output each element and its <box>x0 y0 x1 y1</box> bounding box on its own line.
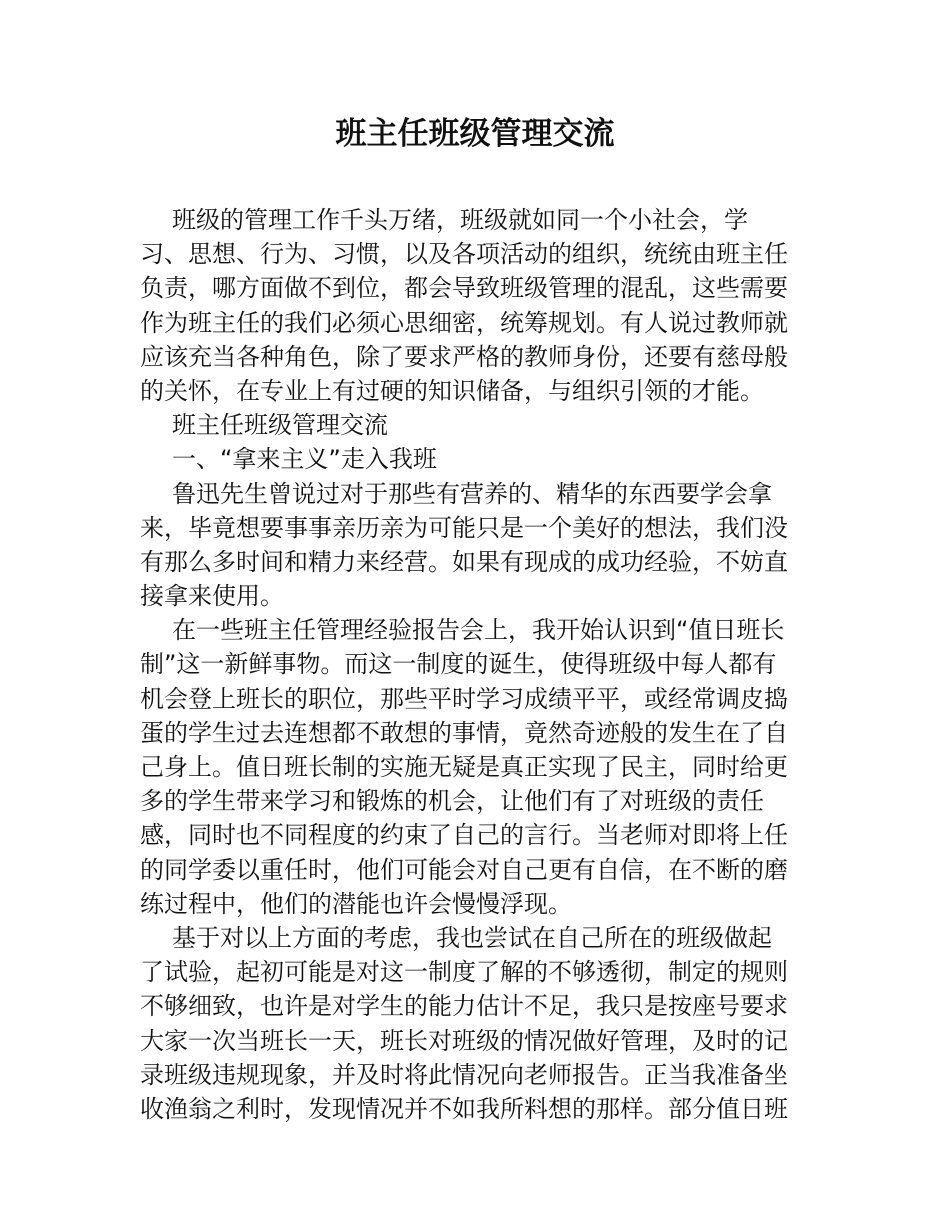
document-body <box>140 203 815 1126</box>
text-line: 己身上。值日班长制的实施无疑是真正实现了民主，同时给更 <box>140 753 788 781</box>
text-line: 感，同时也不同程度的约束了自己的言行。当老师对即将上任 <box>140 821 788 850</box>
text-line: 作为班主任的我们必须心思细密，统筹规划。有人说过教师就 <box>140 308 788 337</box>
text-line: 蛋的学生过去连想都不敢想的事情，竟然奇迹般的发生在了自 <box>140 718 788 747</box>
text-line: 不够细致，也许是对学生的能力估计不足，我只是按座号要求 <box>140 992 788 1021</box>
text-line: 制”这一新鲜事物。而这一制度的诞生，使得班级中每人都有 <box>140 650 777 679</box>
text-line: 的关怀，在专业上有过硬的知识储备，与组织引领的才能。 <box>140 376 764 405</box>
paragraph-first-line: 班主任班级管理交流 <box>172 411 388 440</box>
text-line: 习、思想、行为、习惯，以及各项活动的组织，统统由班主任 <box>140 240 788 269</box>
text-line: 接拿来使用。 <box>140 582 284 611</box>
text-line: 收渔翁之利时，发现情况并不如我所料想的那样。部分值日班 <box>140 1094 788 1123</box>
text-line: 了试验，起初可能是对这一制度了解的不够透彻，制定的规则 <box>140 958 788 987</box>
text-line: 大家一次当班长一天，班长对班级的情况做好管理，及时的记 <box>140 1026 788 1055</box>
paragraph-first-line: 一、“拿来主义”走入我班 <box>172 445 437 474</box>
text-line: 负责，哪方面做不到位，都会导致班级管理的混乱，这些需要 <box>140 274 788 303</box>
document-title: 班主任班级管理交流 <box>335 116 615 152</box>
text-line: 来，毕竟想要事事亲历亲为可能只是一个美好的想法，我们没 <box>140 513 788 542</box>
text-line: 录班级违规现象，并及时将此情况向老师报告。正当我准备坐 <box>140 1060 788 1089</box>
paragraph-first-line: 在一些班主任管理经验报告会上，我开始认识到“值日班长 <box>172 616 785 645</box>
paragraph-first-line: 鲁迅先生曾说过对于那些有营养的、精华的东西要学会拿 <box>172 479 772 508</box>
text-line: 多的学生带来学习和锻炼的机会，让他们有了对班级的责任 <box>140 787 764 816</box>
paragraph-first-line: 基于对以上方面的考虑，我也尝试在自己所在的班级做起 <box>172 923 772 952</box>
text-line: 有那么多时间和精力来经营。如果有现成的成功经验，不妨直 <box>140 547 788 576</box>
text-line: 的同学委以重任时，他们可能会对自己更有自信，在不断的磨 <box>140 855 788 884</box>
text-line: 应该充当各种角色，除了要求严格的教师身份，还要有慈母般 <box>140 342 788 371</box>
text-line: 练过程中，他们的潜能也许会慢慢浮现。 <box>140 889 572 918</box>
text-line: 机会登上班长的职位，那些平时学习成绩平平，或经常调皮捣 <box>140 684 788 713</box>
paragraph-first-line: 班级的管理工作千头万绪，班级就如同一个小社会，学 <box>172 206 748 234</box>
